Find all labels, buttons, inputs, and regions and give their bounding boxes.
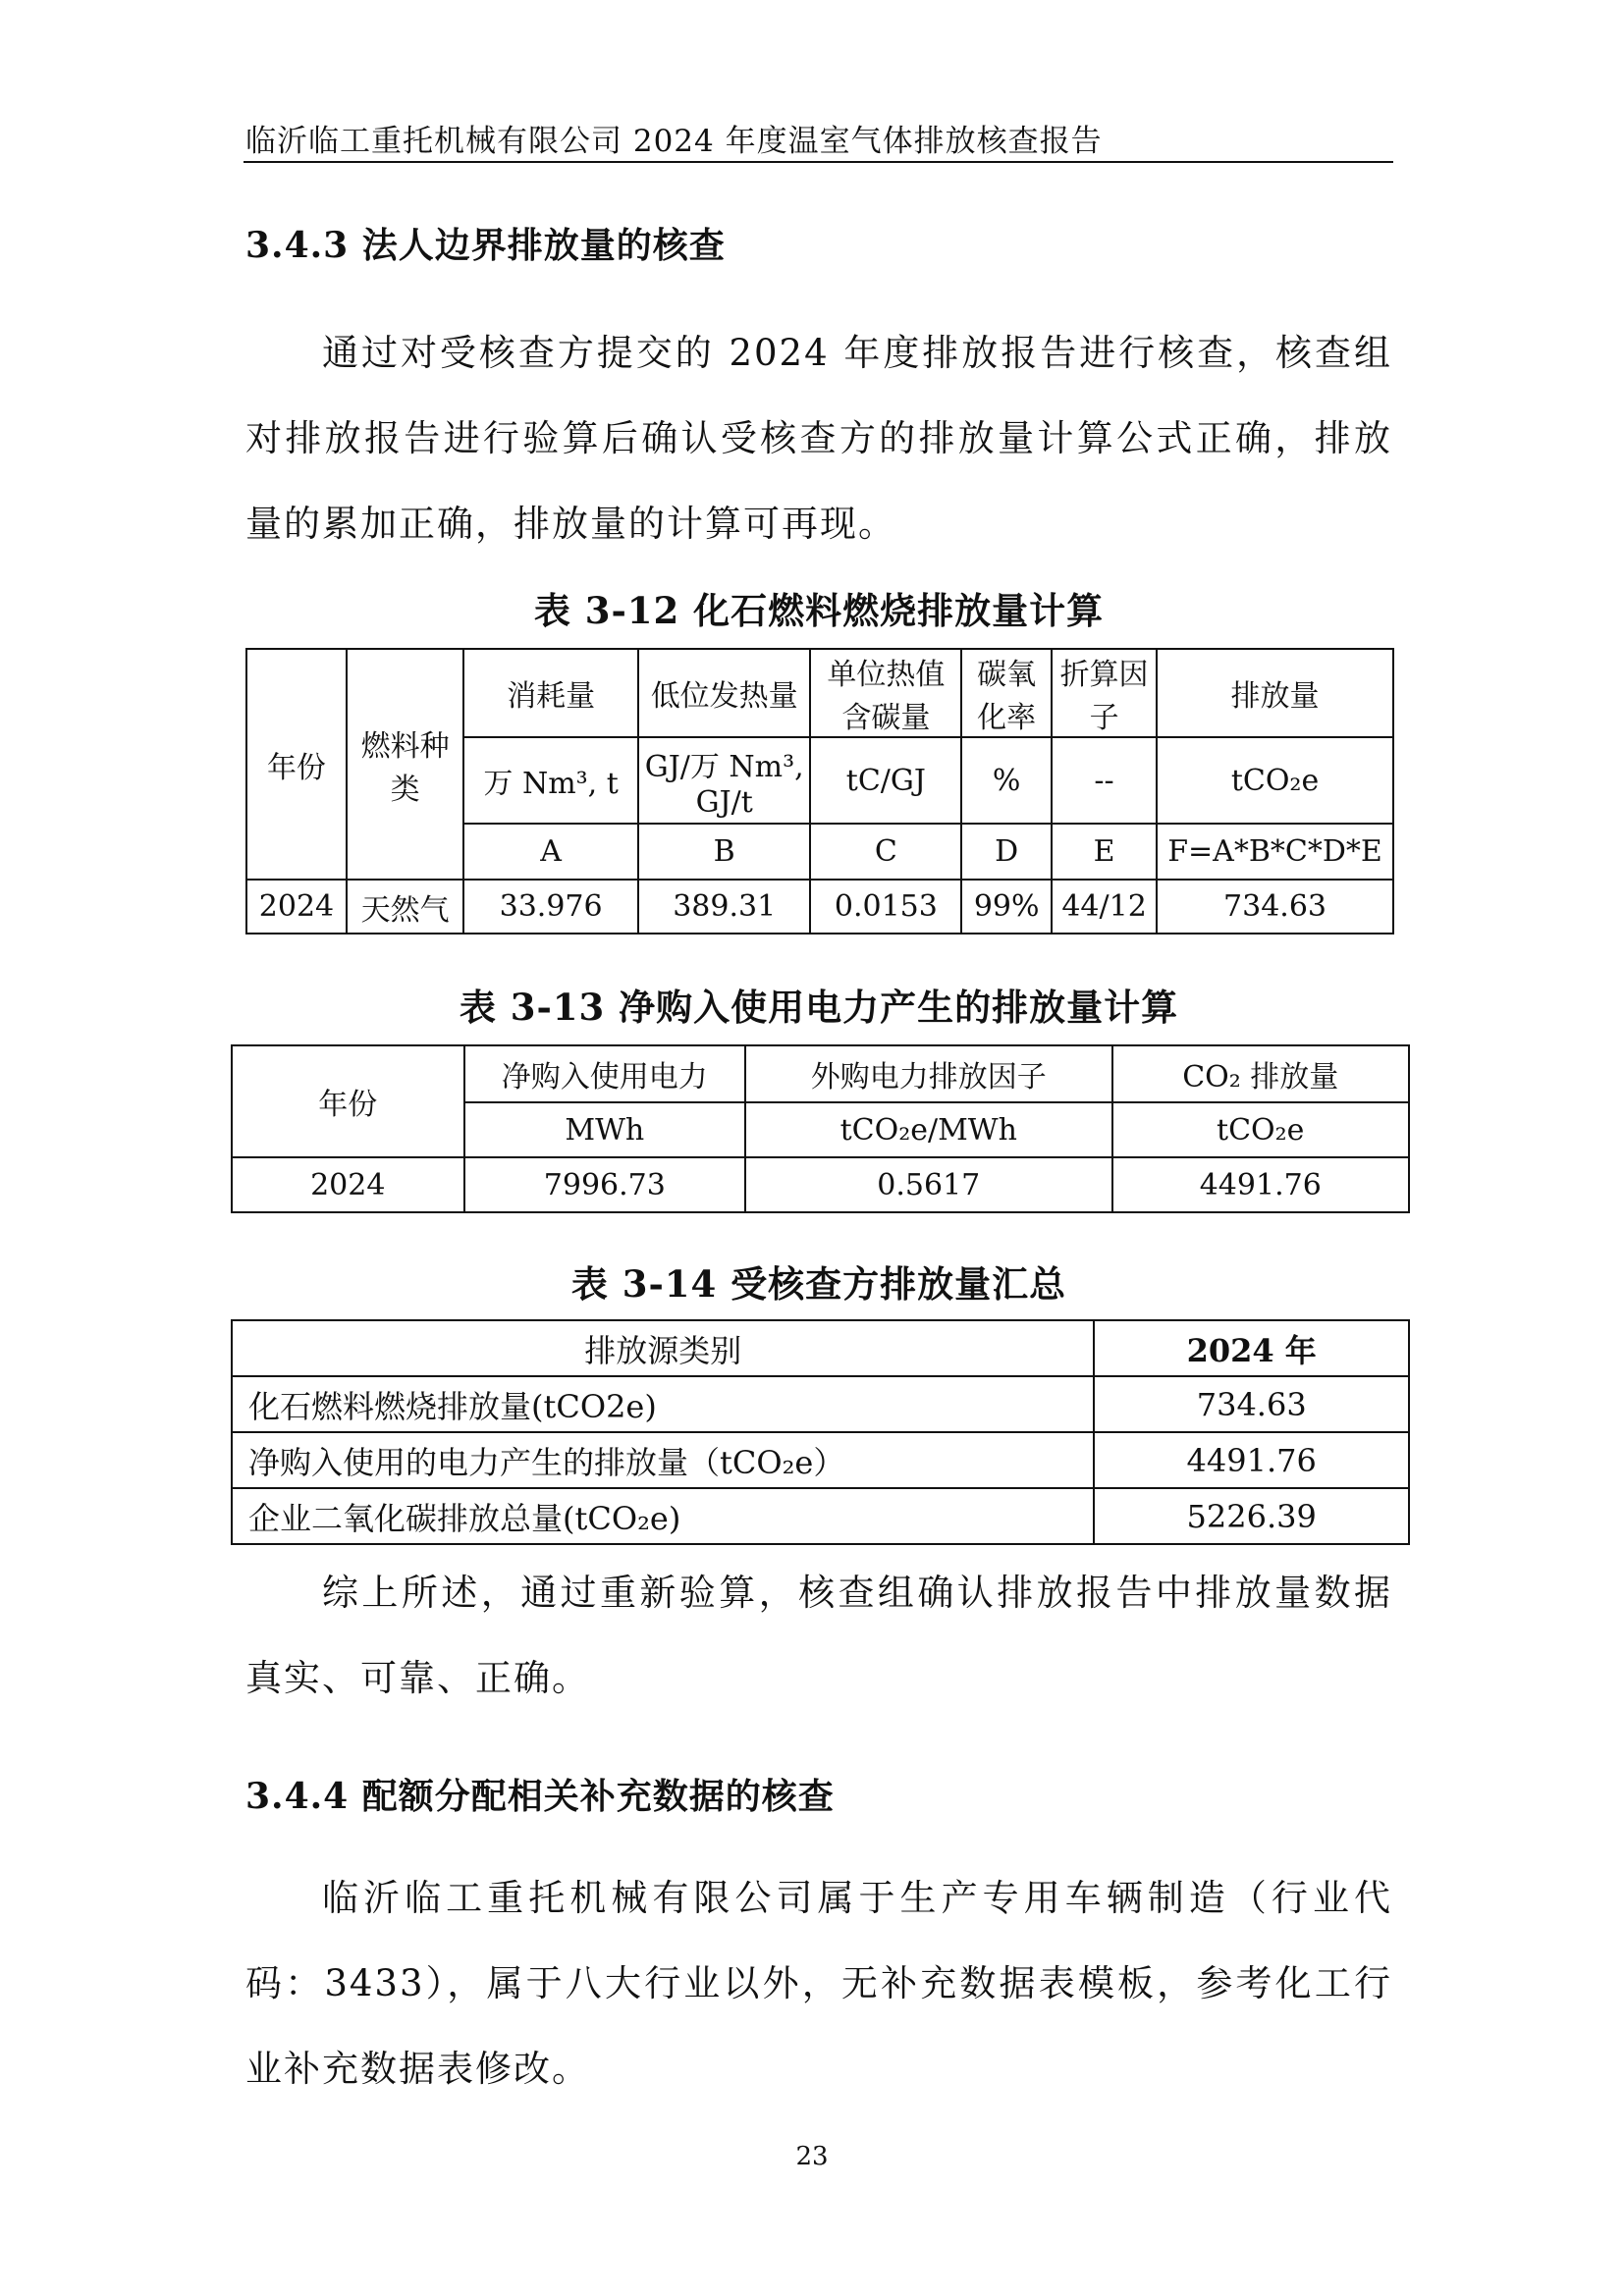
table-row [232, 1488, 1409, 1544]
table-3-12-letter: E [1052, 824, 1157, 880]
table-cell: 0.0153 [810, 880, 961, 934]
table-3-13-unit: tCO₂e [1112, 1102, 1410, 1157]
table-3-12-letter: C [810, 824, 961, 880]
table-3-12-letter: A [463, 824, 638, 880]
page-number: 23 [795, 2142, 829, 2171]
table-3-12-header-carbon-content: 单位热值含碳量 [810, 649, 961, 737]
table-cell: 净购入使用的电力产生的排放量（tCO₂e） [232, 1432, 1094, 1488]
table-cell: 5226.39 [1094, 1488, 1409, 1544]
table-3-12-header-year: 年份 [246, 649, 347, 880]
table-cell: 天然气 [347, 880, 463, 934]
table-3-13 [231, 1044, 1410, 1213]
table-cell: 2024 [246, 880, 347, 934]
table-3-13-header-emission-factor: 外购电力排放因子 [745, 1045, 1111, 1102]
table-3-14 [231, 1319, 1410, 1545]
section-3-4-4-paragraph: 临沂临工重托机械有限公司属于生产专用车辆制造（行业代码：3433），属于八大行业以外，无补充数据表模板，参考化工行业补充数据表修改。 [245, 1877, 1392, 2090]
page-header: 临沂临工重托机械有限公司 2024 年度温室气体排放核查报告 [245, 124, 1103, 159]
table-cell: 7996.73 [464, 1157, 746, 1212]
table-cell: 化石燃料燃烧排放量(tCO2e) [232, 1376, 1094, 1432]
table-3-12-unit: -- [1052, 737, 1157, 824]
header-rule [244, 161, 1393, 163]
conclusion-paragraph: 综上所述，通过重新验算，核查组确认排放报告中排放量数据真实、可靠、正确。 [245, 1572, 1392, 1699]
table-3-12-unit: tCO₂e [1157, 737, 1393, 824]
table-cell: 44/12 [1052, 880, 1157, 934]
table-cell: 企业二氧化碳排放总量(tCO₂e) [232, 1488, 1094, 1544]
table-cell: 0.5617 [745, 1157, 1111, 1212]
table-row [232, 1157, 1409, 1212]
table-3-12-header-consumption: 消耗量 [463, 649, 638, 737]
table-3-14-header-source: 排放源类别 [232, 1320, 1094, 1376]
table-3-13-header-electricity: 净购入使用电力 [464, 1045, 746, 1102]
section-3-4-3-paragraph: 通过对受核查方提交的 2024 年度排放报告进行核查，核查组对排放报告进行验算后确认受核查方的排放量计算公式正确，排放量的累加正确，排放量的计算可再现。 [245, 332, 1392, 545]
table-3-12-letter: D [961, 824, 1052, 880]
table-cell: 4491.76 [1112, 1157, 1410, 1212]
table-3-12-header-fuel: 燃料种类 [347, 649, 463, 880]
table-cell: 4491.76 [1094, 1432, 1409, 1488]
table-row [232, 1432, 1409, 1488]
table-3-12-unit: 万 Nm³, t [463, 737, 638, 824]
section-heading-3-4-4: 3.4.4 配额分配相关补充数据的核查 [245, 1776, 835, 1817]
table-cell: 734.63 [1094, 1376, 1409, 1432]
table-3-12-unit: GJ/万 Nm³, GJ/t [638, 737, 811, 824]
table-3-13-caption: 表 3-13 净购入使用电力产生的排放量计算 [459, 986, 1179, 1029]
table-3-12-header-ncv: 低位发热量 [638, 649, 811, 737]
table-3-14-header-year: 2024 年 [1094, 1320, 1409, 1376]
table-3-12-letter: F=A*B*C*D*E [1157, 824, 1393, 880]
table-3-12-unit: % [961, 737, 1052, 824]
table-3-12-header-emissions: 排放量 [1157, 649, 1393, 737]
table-cell: 389.31 [638, 880, 811, 934]
table-3-12-unit: tC/GJ [810, 737, 961, 824]
section-heading-3-4-3: 3.4.3 法人边界排放量的核查 [245, 225, 726, 266]
table-3-12-header-oxidation-rate: 碳氧化率 [961, 649, 1052, 737]
table-cell: 33.976 [463, 880, 638, 934]
table-3-12-caption: 表 3-12 化石燃料燃烧排放量计算 [533, 589, 1105, 632]
table-row [232, 1376, 1409, 1432]
table-3-13-header-year: 年份 [232, 1045, 464, 1157]
table-cell: 99% [961, 880, 1052, 934]
table-row [246, 880, 1393, 934]
table-3-13-unit: tCO₂e/MWh [745, 1102, 1111, 1157]
table-cell: 734.63 [1157, 880, 1393, 934]
table-cell: 2024 [232, 1157, 464, 1212]
table-3-12-header-conversion-factor: 折算因子 [1052, 649, 1157, 737]
table-3-13-unit: MWh [464, 1102, 746, 1157]
table-3-13-header-co2-emissions: CO₂ 排放量 [1112, 1045, 1410, 1102]
table-3-14-caption: 表 3-14 受核查方排放量汇总 [570, 1262, 1067, 1306]
table-3-12-letter: B [638, 824, 811, 880]
table-3-12 [245, 648, 1394, 934]
